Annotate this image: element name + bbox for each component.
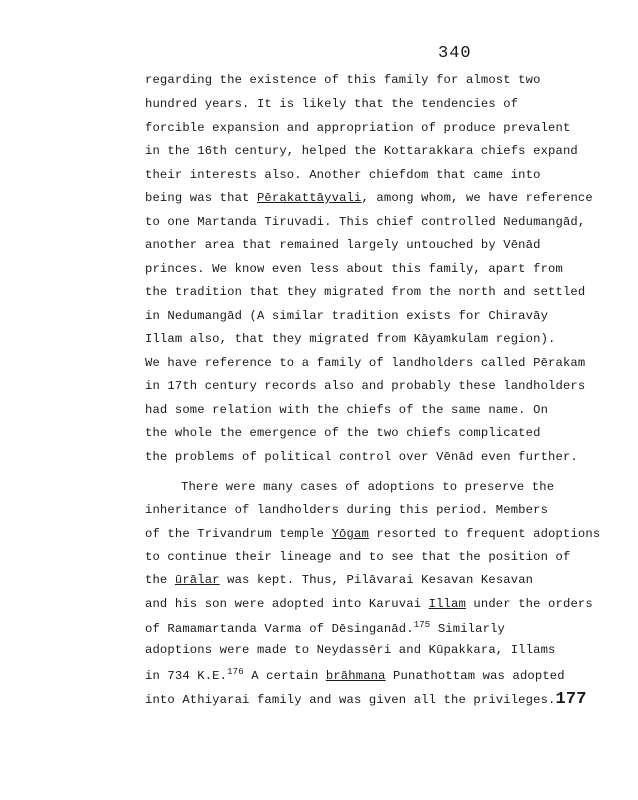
text-line: We have reference to a family of landholders called Pērakam — [145, 356, 586, 370]
text-line: into Athiyarai family and was given all the privileges.177 — [145, 690, 587, 709]
text-line: Illam also, that they migrated from Kāyamkulam region). — [145, 332, 556, 346]
text-line: the whole the emergence of the two chiefs complicated — [145, 426, 541, 440]
text-line: the problems of political control over Vēnād even further. — [145, 450, 578, 464]
text-line: of Ramamartanda Varma of Dēsinganād.$^{175}$ Similarly — [145, 620, 505, 636]
text-line: to continue their lineage and to see that the position of — [145, 550, 571, 564]
text-line: had some relation with the chiefs of the same name. On — [145, 403, 549, 417]
underlined-term: Illam — [428, 597, 466, 611]
text-line: hundred years. It is likely that the tendencies of — [145, 97, 519, 111]
text-line: their interests also. Another chiefdom that came into — [145, 168, 541, 182]
underlined-term: Pērakattāyvali — [256, 191, 362, 205]
text-line: the ūrālar was kept. Thus, Pilāvarai Kesavan Kesavan — [145, 573, 534, 587]
text-line: in Nedumangād (A similar tradition exists for Chiravāy — [145, 309, 549, 323]
text-line: of the Trivandrum temple Yōgam resorted to frequent adoptions — [145, 527, 601, 541]
text-line: in 17th century records also and probably these landholders — [145, 379, 586, 393]
underlined-term: ūrālar — [174, 573, 220, 587]
text-line: regarding the existence of this family for almost two — [145, 73, 541, 87]
underlined-term: brāhmana — [325, 669, 386, 683]
text-line: and his son were adopted into Karuvai Illam under the orders — [145, 597, 593, 611]
text-line: in 734 K.E.$^{176}$ A certain brāhmana Punathottam was adopted — [145, 667, 565, 683]
text-line: forcible expansion and appropriation of produce prevalent — [145, 121, 571, 135]
footnote-marker: 177 — [555, 690, 587, 709]
text-line: being was that Pērakattāyvali, among whom, we have reference — [145, 191, 593, 205]
page-number: 340 — [438, 44, 472, 63]
underlined-term: Yōgam — [331, 527, 369, 541]
text-line: adoptions were made to Neydassēri and Kūpakkara, Illams — [145, 643, 556, 657]
text-line: another area that remained largely untouched by Vēnād — [145, 238, 541, 252]
footnote-marker: 176 — [227, 667, 244, 677]
text-line: There were many cases of adoptions to preserve the — [181, 480, 555, 494]
text-line: in the 16th century, helped the Kottarakkara chiefs expand — [145, 144, 578, 158]
footnote-marker: 175 — [413, 620, 431, 630]
text-line: princes. We know even less about this family, apart from — [145, 262, 563, 276]
text-line: inheritance of landholders during this period. Members — [145, 503, 549, 517]
text-line: to one Martanda Tiruvadi. This chief controlled Nedumangād, — [145, 215, 586, 229]
text-line: the tradition that they migrated from the north and settled — [145, 285, 586, 299]
